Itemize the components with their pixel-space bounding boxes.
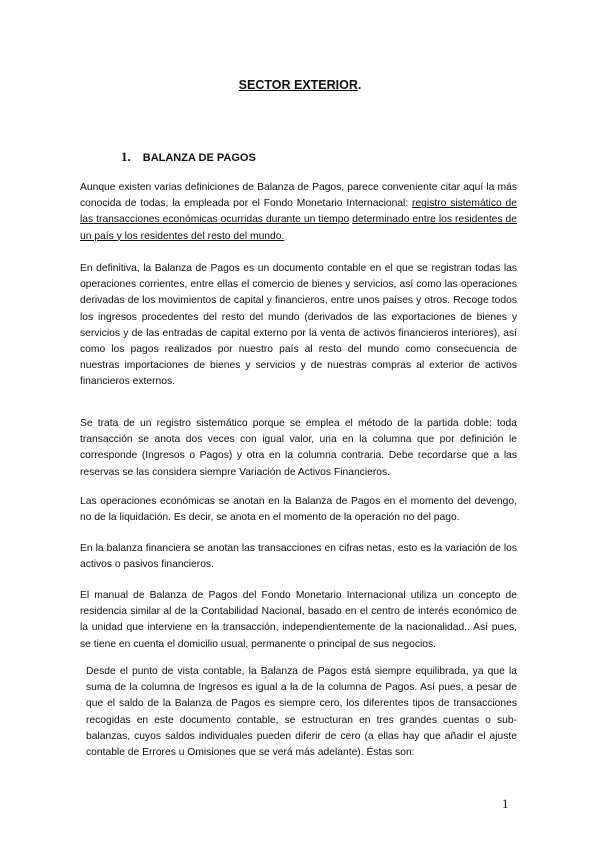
section-heading — [121, 149, 256, 165]
page-title-text: SECTOR EXTERIOR — [238, 78, 358, 92]
paragraph-definition-intro: Aunque existen varias definiciones de Balanza de Pagos, parece conveniente citar aquí la más conocida de todas, la empleada por el Fondo Monetario Internacional: — [80, 182, 517, 210]
paragraph-residencia: El manual de Balanza de Pagos del Fondo Monetario Internacional utiliza un concepto de residencia similar al de la Contabilidad Nacional, basado en el centro de interés económico de la unidad que interviene en la transacción, independientemente de la nacionalidad.. Así pues, se tiene en cuenta el domicilio usual, permanente o principal de sus negocios. — [80, 590, 517, 650]
paragraph-en-definitiva: En definitiva, la Balanza de Pagos es un documento contable en el que se registran todas las operaciones corrientes, entre ellas el comercio de bienes y servicios, así como las operaciones derivadas de los movimientos de capital y financieros, entre unos países y otros. Recoge todos los ingresos procedentes del resto del mundo (derivados de las exportaciones de bienes y servicios y de las entradas de capital externo por la venta de activos financieros interiores), así como los pagos realizados por nuestro país al resto del mundo como consecuencia de nuestras importaciones de bienes y servicios y de nuestras compras al exterior de activos financieros externos. — [80, 263, 517, 388]
paragraph-definition — [80, 180, 517, 245]
section-title: BALANZA DE PAGOS — [142, 152, 256, 164]
paragraph-devengo: Las operaciones económicas se anotan en la Balanza de Pagos en el momento del devengo, no de la liquidación. Es decir, se anota en el momento de la operación no del pago. — [80, 496, 517, 524]
section-number: 1. — [121, 149, 131, 164]
paragraph-punto-de-vista-contable: Desde el punto de vista contable, la Balanza de Pagos está siempre equilibrada, ya que la suma de la columna de Ingresos es igual a la de la columna de Pagos. Así pues, a pesar de que el saldo de la Balanza de Pagos es siempre cero, los diferentes tipos de transacciones recogidas en este documento contable, se estructuran en tres grandes cuentas o sub-balanzas, cuyos saldos individuales pueden diferir de cero (a ellas hay que añadir el ajuste contable de Errores u Omisiones que se verá más adelante). Éstas son: — [86, 666, 517, 759]
paragraph-balanza-financiera: En la balanza financiera se anotan las transacciones en cifras netas, esto es la variación de los activos o pasivos financieros. — [80, 543, 517, 571]
page-title — [0, 78, 600, 92]
definition-underlined-2: determinado entre los residentes de un país y los residentes del resto del mundo. — [80, 214, 517, 242]
paragraph-registro-sistematico: Se trata de un registro sistemático porque se emplea el método de la partida doble: toda transacción se anota dos veces con igual valor, una en la columna que por definición le corresponde (Ingresos o Pagos) y otra en la columna contraria. Debe recordarse que a las reservas se las considera siempre Variación de Activos Financieros. — [80, 418, 517, 478]
definition-underlined-1: registro sistemático de las transacciones económicas ocurridas durante un tiempo — [80, 198, 517, 226]
page-number: 1 — [502, 796, 509, 811]
page-title-dot: . — [357, 78, 362, 92]
